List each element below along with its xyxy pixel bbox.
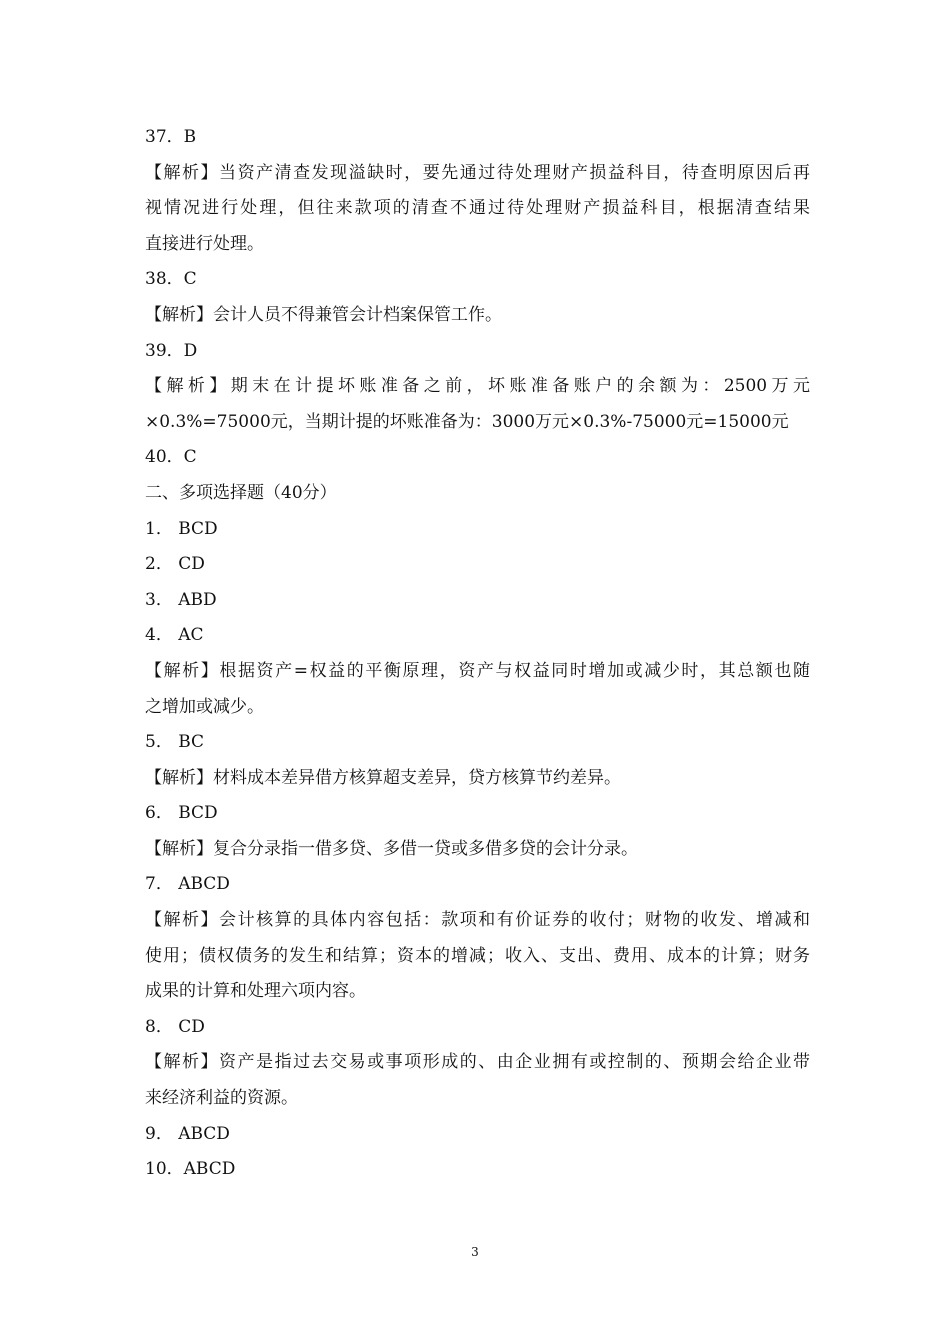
answer-37: 37．B <box>145 127 197 147</box>
explanation-38: 【解析】会计人员不得兼管会计档案保管工作。 <box>145 304 502 325</box>
answer-40: 40．C <box>145 447 197 468</box>
answer-39: 39．D <box>145 340 198 361</box>
answer-6: 6． BCD <box>145 803 218 824</box>
explanation-7-line-3: 成果的计算和处理六项内容。 <box>145 981 366 1002</box>
answer-1: 1． BCD <box>145 518 218 539</box>
explanation-39-line-1: 【解析】期末在计提坏账准备之前，坏账准备账户的余额为：2500万元 <box>145 376 810 397</box>
answer-5: 5． BC <box>145 732 205 753</box>
answer-4: 4． AC <box>145 625 204 646</box>
explanation-5: 【解析】材料成本差异借方核算超支差异，贷方核算节约差异。 <box>145 767 621 788</box>
section-title-multiple-choice: 二、多项选择题（40分） <box>145 482 337 503</box>
explanation-37-line-3: 直接进行处理。 <box>145 233 264 254</box>
answer-3: 3． ABD <box>145 589 217 610</box>
explanation-4-line-1: 【解析】根据资产=权益的平衡原理，资产与权益同时增加或减少时，其总额也随 <box>145 660 810 681</box>
explanation-4-line-2: 之增加或减少。 <box>145 696 264 717</box>
explanation-37-line-1: 【解析】当资产清查发现溢缺时，要先通过待处理财产损益科目，待查明原因后再 <box>145 162 810 183</box>
explanation-8-line-2: 来经济利益的资源。 <box>145 1088 298 1109</box>
answer-2: 2． CD <box>145 554 205 575</box>
explanation-7-line-1: 【解析】会计核算的具体内容包括：款项和有价证券的收付；财物的收发、增减和 <box>145 910 810 931</box>
answer-7: 7． ABCD <box>145 874 230 895</box>
page-number: 3 <box>471 1245 479 1259</box>
answer-9: 9． ABCD <box>145 1123 230 1144</box>
explanation-6: 【解析】复合分录指一借多贷、多借一贷或多借多贷的会计分录。 <box>145 838 638 859</box>
explanation-8-line-1: 【解析】资产是指过去交易或事项形成的、由企业拥有或控制的、预期会给企业带 <box>145 1052 810 1073</box>
answer-38: 38．C <box>145 269 197 290</box>
explanation-39-line-2: ×0.3%=75000元，当期计提的坏账准备为：3000万元×0.3%-75000元=15000元 <box>145 411 789 432</box>
answer-8: 8． CD <box>145 1016 205 1037</box>
explanation-37-line-2: 视情况进行处理，但往来款项的清查不通过待处理财产损益科目，根据清查结果 <box>145 198 810 219</box>
answer-content <box>145 120 810 1188</box>
explanation-7-line-2: 使用；债权债务的发生和结算；资本的增减；收入、支出、费用、成本的计算；财务 <box>145 945 810 966</box>
answer-10: 10．ABCD <box>145 1159 236 1180</box>
